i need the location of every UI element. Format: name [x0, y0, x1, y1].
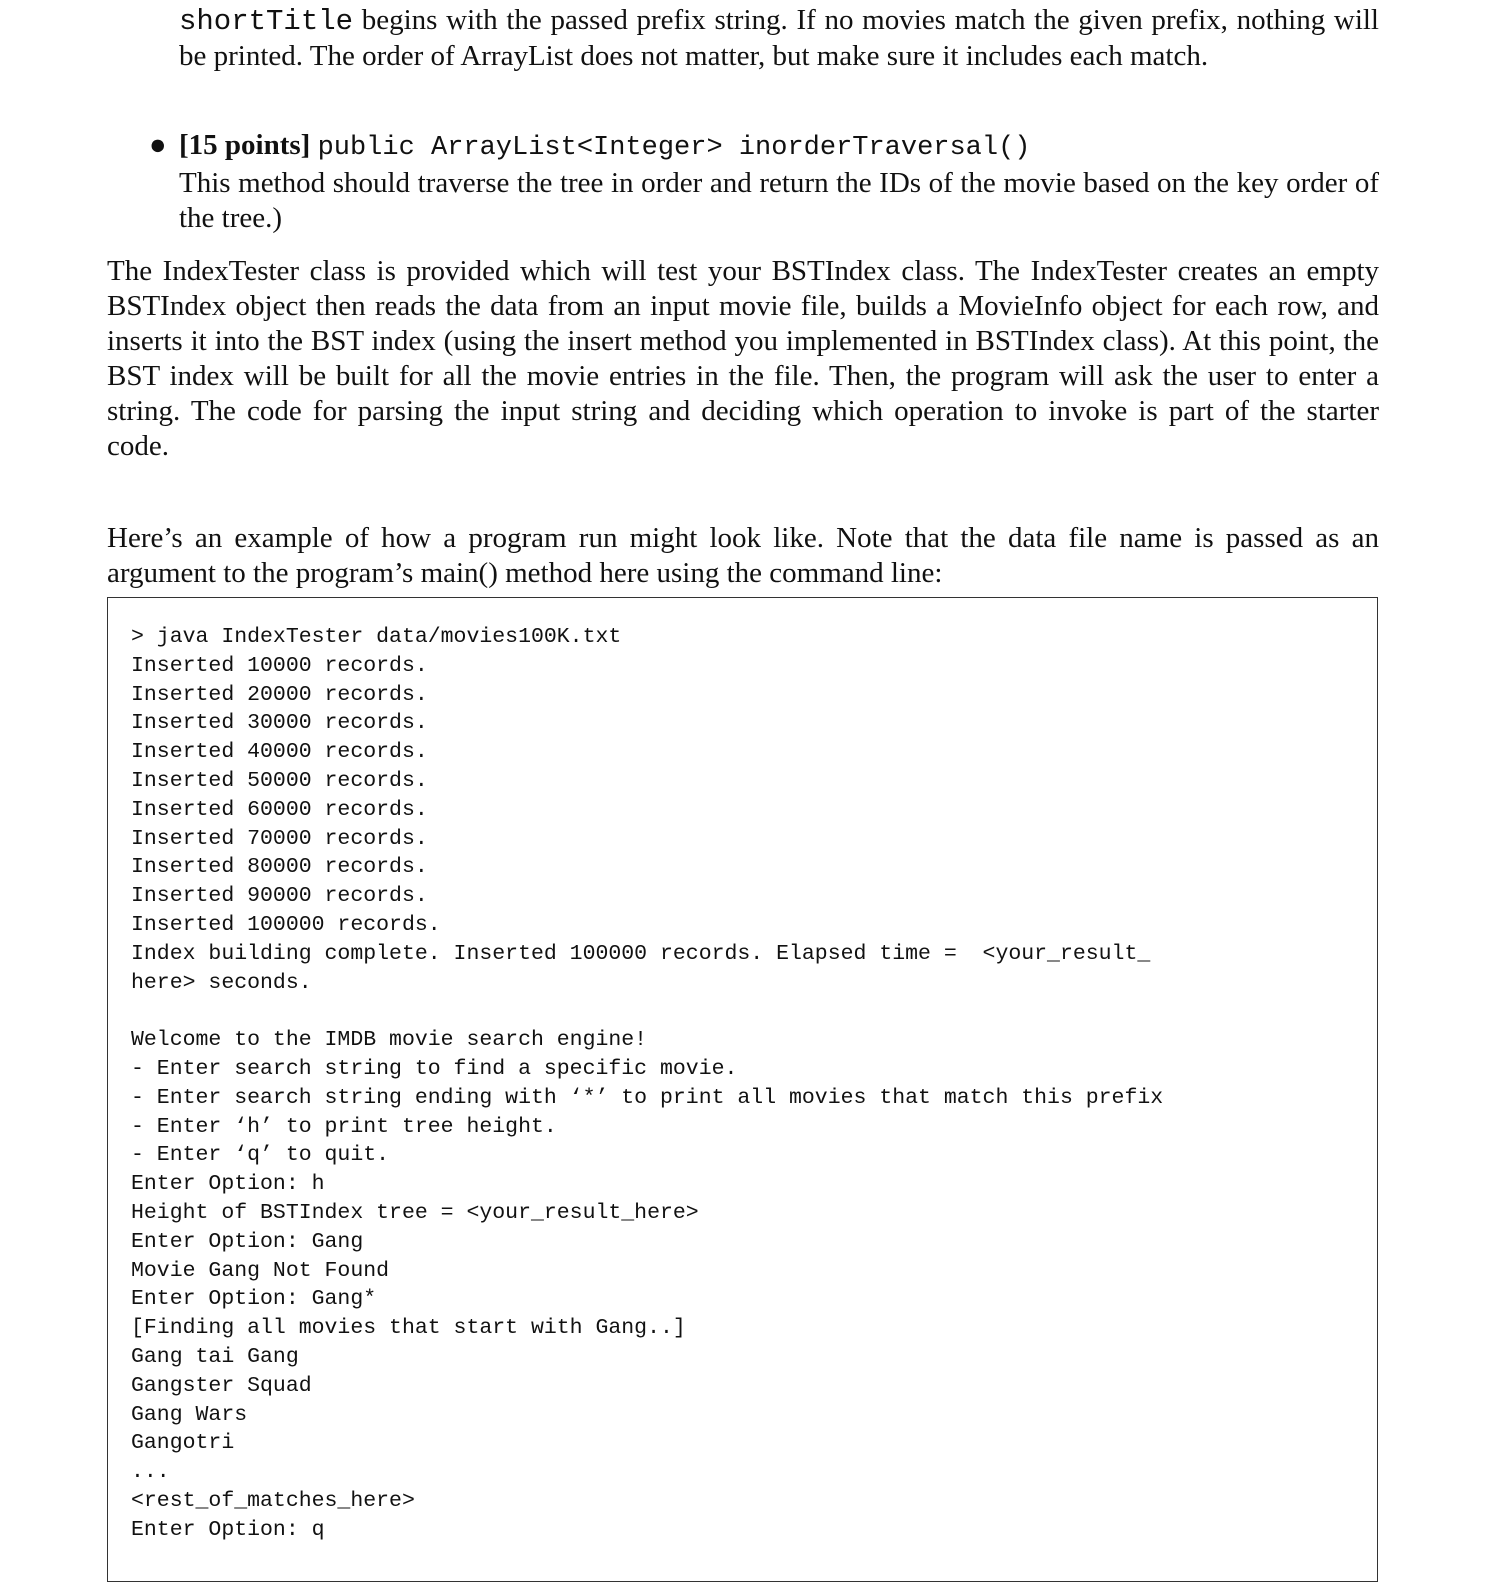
- console-line: Height of BSTIndex tree = <your_result_here>: [131, 1200, 699, 1225]
- bullet-dot: ●: [149, 129, 167, 161]
- console-line: Gang tai Gang: [131, 1344, 299, 1369]
- continuation-text: [179, 3, 1379, 74]
- console-line: Gang Wars: [131, 1402, 248, 1427]
- points-label: [15 points]: [179, 129, 311, 161]
- console-line: here> seconds.: [131, 970, 312, 995]
- console-line: Movie Gang Not Found: [131, 1258, 390, 1283]
- console-line: Inserted 40000 records.: [131, 740, 428, 765]
- bullet-description: This method should traverse the tree in order and return the IDs of the movie based on the key order of the tree.): [179, 167, 1379, 234]
- bullet-heading: [179, 128, 1379, 166]
- console-line: Inserted 10000 records.: [131, 653, 428, 678]
- method-signature: public ArrayList<Integer> inorderTraversal(): [317, 133, 1031, 163]
- example-intro-paragraph: Here’s an example of how a program run might look like. Note that the data file name is passed as an argument to the program’s main() method here using the command line:: [107, 522, 1379, 589]
- console-line: Inserted 20000 records.: [131, 682, 428, 707]
- short-title-code: shortTitle: [179, 5, 354, 38]
- console-lines: [131, 623, 1163, 1545]
- console-line: Inserted 90000 records.: [131, 884, 428, 909]
- console-line: Enter Option: h: [131, 1172, 325, 1197]
- console-line: Gangotri: [131, 1431, 235, 1456]
- console-line: Enter Option: Gang*: [131, 1287, 377, 1312]
- console-line: [Finding all movies that start with Gang..]: [131, 1316, 686, 1341]
- bullet-inorder-traversal: [149, 128, 1379, 236]
- console-output-box: [107, 597, 1378, 1582]
- console-line: Inserted 100000 records.: [131, 912, 441, 937]
- console-line: [131, 997, 1163, 1026]
- console-line: - Enter search string to find a specific movie.: [131, 1056, 738, 1081]
- console-line: Welcome to the IMDB movie search engine!: [131, 1028, 648, 1053]
- console-line: Enter Option: q: [131, 1517, 325, 1542]
- console-line: - Enter ‘q’ to quit.: [131, 1143, 390, 1168]
- console-line: Enter Option: Gang: [131, 1229, 364, 1254]
- continuation-body: begins with the passed prefix string. If no movies match the given prefix, nothing will be printed. The order of ArrayList does not matter, but make sure it includes each match.: [179, 4, 1379, 72]
- console-line: Index building complete. Inserted 100000 records. Elapsed time = <your_result_: [131, 941, 1151, 966]
- console-line: ...: [131, 1460, 170, 1485]
- index-tester-paragraph: The IndexTester class is provided which will test your BSTIndex class. The IndexTester creates an empty BSTIndex object then reads the data from an input movie file, builds a MovieInfo object for each row, and inserts it into the BST index (using the insert method you implemented in BSTIndex class). At this point, the BST index will be built for all the movie entries in the file. Then, the program will ask the user to enter a string. The code for parsing the input string and deciding which operation to invoke is part of the starter code.: [107, 255, 1379, 462]
- console-line: Inserted 80000 records.: [131, 855, 428, 880]
- console-line: Inserted 50000 records.: [131, 768, 428, 793]
- console-line: Gangster Squad: [131, 1373, 312, 1398]
- console-line: Inserted 30000 records.: [131, 711, 428, 736]
- console-line: - Enter search string ending with ‘*’ to print all movies that match this prefix: [131, 1085, 1164, 1110]
- console-line: Inserted 60000 records.: [131, 797, 428, 822]
- console-line: - Enter ‘h’ to print tree height.: [131, 1114, 557, 1139]
- console-line: Inserted 70000 records.: [131, 826, 428, 851]
- console-line: <rest_of_matches_here>: [131, 1488, 415, 1513]
- console-line: > java IndexTester data/movies100K.txt: [131, 625, 622, 649]
